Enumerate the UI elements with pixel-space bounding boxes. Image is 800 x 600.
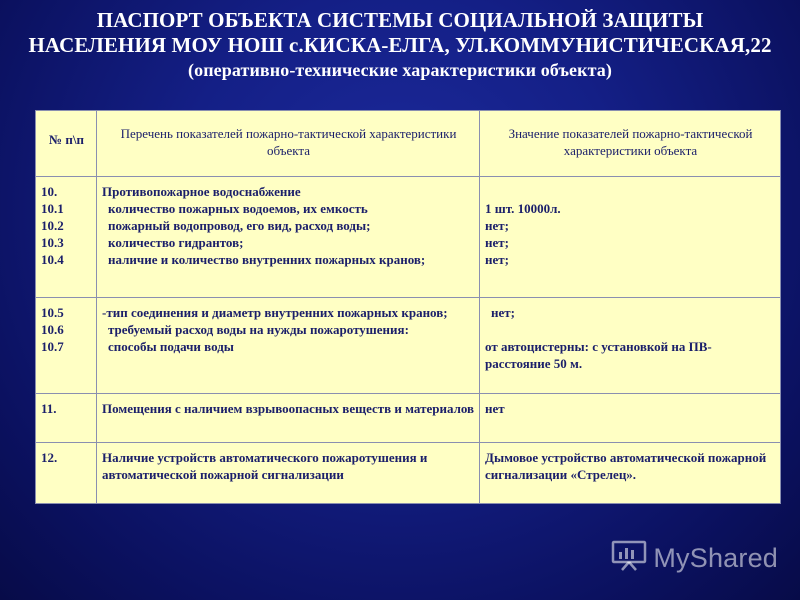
row-number: 10.3: [41, 235, 64, 250]
indicator-text: требуемый расход воды на нужды пожаротушения:: [108, 322, 409, 337]
slide-title: [0, 8, 800, 82]
row-indicators: [97, 298, 480, 394]
indicator-text: Противопожарное водоснабжение: [102, 184, 301, 199]
value-text: Дымовое устройство автоматической пожарной сигнализации «Стрелец».: [480, 443, 781, 504]
row-values: [480, 298, 781, 394]
watermark-text: MyShared: [653, 543, 778, 573]
row-number: 10.7: [41, 339, 64, 354]
value-text: нет;: [491, 305, 515, 320]
value-text: нет: [480, 394, 781, 443]
indicator-text: количество гидрантов;: [108, 235, 244, 250]
fire-characteristics-table: [35, 110, 781, 504]
row-number: 10.6: [41, 322, 64, 337]
table-row: [36, 394, 781, 443]
row-number: 10.2: [41, 218, 64, 233]
row-number: 11.: [36, 394, 97, 443]
indicator-text: пожарный водопровод, его вид, расход воды;: [108, 218, 371, 233]
value-text: нет;: [485, 235, 509, 250]
header-number: № п\п: [36, 111, 97, 177]
title-line-1: ПАСПОРТ ОБЪЕКТА СИСТЕМЫ СОЦИАЛЬНОЙ ЗАЩИТЫ: [96, 8, 704, 32]
header-indicator-list: Перечень показателей пожарно-тактической характеристики объекта: [97, 111, 480, 177]
row-number: 10.4: [41, 252, 64, 267]
row-number: 10.1: [41, 201, 64, 216]
table-row: [36, 298, 781, 394]
title-line-2: НАСЕЛЕНИЯ МОУ НОШ с.КИСКА-ЕЛГА, УЛ.КОММУНИСТИЧЕСКАЯ,22: [28, 33, 772, 57]
row-numbers: [36, 298, 97, 394]
row-number: 10.: [41, 184, 58, 199]
value-text: от автоцистерны: с установкой на ПВ- расстояние 50 м.: [485, 339, 712, 371]
row-numbers: [36, 177, 97, 298]
table-row: [36, 177, 781, 298]
watermark: [611, 539, 778, 578]
indicator-text: Помещения с наличием взрывоопасных веществ и материалов: [97, 394, 480, 443]
value-text: 1 шт. 10000л.: [485, 201, 561, 216]
indicator-text: количество пожарных водоемов, их емкость: [108, 201, 368, 216]
row-number: 12.: [36, 443, 97, 504]
indicator-text: способы подачи воды: [108, 339, 234, 354]
row-number: 10.5: [41, 305, 64, 320]
value-text: нет;: [485, 218, 509, 233]
indicator-text: наличие и количество внутренних пожарных кранов;: [108, 252, 426, 267]
title-line-3: (оперативно-технические характеристики объекта): [188, 60, 612, 80]
spacer: [485, 321, 776, 338]
row-indicators: [97, 177, 480, 298]
indicator-text: -тип соединения и диаметр внутренних пожарных кранов;: [102, 305, 448, 320]
row-values: [480, 177, 781, 298]
presentation-board-icon: [611, 539, 647, 578]
indicator-text: Наличие устройств автоматического пожаротушения и автоматической пожарной сигнализации: [97, 443, 480, 504]
table-row: [36, 443, 781, 504]
spacer: [485, 183, 776, 200]
value-text: нет;: [485, 252, 509, 267]
header-indicator-values: Значение показателей пожарно-тактической характеристики объекта: [480, 111, 781, 177]
table-header-row: [36, 111, 781, 177]
